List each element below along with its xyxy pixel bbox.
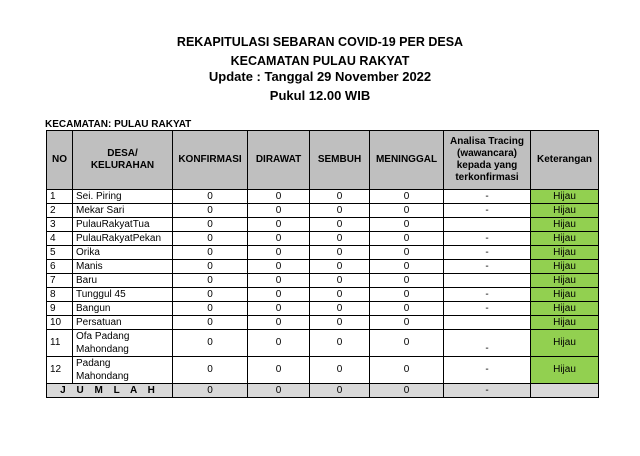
cell-sembuh: 0 bbox=[310, 302, 370, 316]
cell-konfirmasi: 0 bbox=[173, 288, 248, 302]
total-dirawat: 0 bbox=[248, 384, 310, 398]
total-row bbox=[47, 384, 599, 398]
total-sembuh: 0 bbox=[310, 384, 370, 398]
total-konfirmasi: 0 bbox=[173, 384, 248, 398]
kecamatan-label: KECAMATAN: PULAU RAKYAT bbox=[45, 119, 192, 130]
status-badge: Hijau bbox=[531, 190, 599, 204]
table-row bbox=[47, 246, 599, 260]
update-time: Pukul 12.00 WIB bbox=[269, 88, 371, 103]
cell-no: 9 bbox=[47, 302, 73, 316]
cell-meninggal: 0 bbox=[370, 190, 444, 204]
status-badge: Hijau bbox=[531, 218, 599, 232]
cell-no: 5 bbox=[47, 246, 73, 260]
status-badge: Hijau bbox=[531, 288, 599, 302]
cell-desa: Sei. Piring bbox=[73, 190, 173, 204]
update-date: Update : Tanggal 29 November 2022 bbox=[208, 69, 432, 84]
cell-analisa: - bbox=[444, 232, 531, 246]
status-badge: Hijau bbox=[531, 246, 599, 260]
cell-desa: Baru bbox=[73, 274, 173, 288]
report-title: REKAPITULASI SEBARAN COVID-19 PER DESA bbox=[176, 35, 464, 49]
cell-analisa: - bbox=[444, 302, 531, 316]
header-keterangan: Keterangan bbox=[531, 131, 599, 190]
cell-sembuh: 0 bbox=[310, 190, 370, 204]
cell-dirawat: 0 bbox=[248, 302, 310, 316]
cell-analisa: - bbox=[444, 330, 531, 357]
cell-no: 4 bbox=[47, 232, 73, 246]
cell-analisa: - bbox=[444, 204, 531, 218]
cell-meninggal: 0 bbox=[370, 302, 444, 316]
cell-sembuh: 0 bbox=[310, 204, 370, 218]
header-no: NO bbox=[47, 131, 73, 190]
cell-dirawat: 0 bbox=[248, 246, 310, 260]
cell-dirawat: 0 bbox=[248, 330, 310, 357]
cell-dirawat: 0 bbox=[248, 204, 310, 218]
cell-desa bbox=[73, 330, 173, 357]
cell-desa: Manis bbox=[73, 260, 173, 274]
table-row bbox=[47, 232, 599, 246]
cell-analisa: - bbox=[444, 246, 531, 260]
status-badge: Hijau bbox=[531, 232, 599, 246]
cell-meninggal: 0 bbox=[370, 288, 444, 302]
cell-konfirmasi: 0 bbox=[173, 218, 248, 232]
cell-konfirmasi: 0 bbox=[173, 274, 248, 288]
cell-no: 12 bbox=[47, 357, 73, 384]
cell-desa: Bangun bbox=[73, 302, 173, 316]
cell-no: 6 bbox=[47, 260, 73, 274]
cell-konfirmasi: 0 bbox=[173, 190, 248, 204]
table-row bbox=[47, 288, 599, 302]
header-konfirmasi: KONFIRMASI bbox=[173, 131, 248, 190]
cell-dirawat: 0 bbox=[248, 288, 310, 302]
cell-sembuh: 0 bbox=[310, 274, 370, 288]
cell-sembuh: 0 bbox=[310, 260, 370, 274]
status-badge: Hijau bbox=[531, 274, 599, 288]
cell-sembuh: 0 bbox=[310, 288, 370, 302]
cell-no: 10 bbox=[47, 316, 73, 330]
status-badge: Hijau bbox=[531, 302, 599, 316]
cell-dirawat: 0 bbox=[248, 316, 310, 330]
table-row bbox=[47, 204, 599, 218]
cell-dirawat: 0 bbox=[248, 218, 310, 232]
cell-desa: PulauRakyatTua bbox=[73, 218, 173, 232]
table-row bbox=[47, 302, 599, 316]
rekap-table bbox=[46, 130, 599, 398]
cell-analisa bbox=[444, 274, 531, 288]
cell-meninggal: 0 bbox=[370, 218, 444, 232]
status-badge: Hijau bbox=[531, 316, 599, 330]
status-badge: Hijau bbox=[531, 260, 599, 274]
total-analisa: - bbox=[444, 384, 531, 398]
cell-dirawat: 0 bbox=[248, 232, 310, 246]
cell-dirawat: 0 bbox=[248, 260, 310, 274]
cell-konfirmasi: 0 bbox=[173, 204, 248, 218]
cell-desa: Mekar Sari bbox=[73, 204, 173, 218]
cell-desa: PulauRakyatPekan bbox=[73, 232, 173, 246]
cell-desa bbox=[73, 357, 173, 384]
cell-no: 11 bbox=[47, 330, 73, 357]
cell-sembuh: 0 bbox=[310, 246, 370, 260]
cell-no: 1 bbox=[47, 190, 73, 204]
report-subtitle: KECAMATAN PULAU RAKYAT bbox=[230, 54, 410, 68]
total-meninggal: 0 bbox=[370, 384, 444, 398]
header-desa: DESA/ KELURAHAN bbox=[73, 131, 173, 190]
header-dirawat: DIRAWAT bbox=[248, 131, 310, 190]
cell-konfirmasi: 0 bbox=[173, 302, 248, 316]
total-label: J U M L A H bbox=[47, 384, 173, 398]
desa-name-line: Padang bbox=[76, 358, 111, 369]
cell-konfirmasi: 0 bbox=[173, 246, 248, 260]
table-row bbox=[47, 357, 599, 384]
cell-sembuh: 0 bbox=[310, 218, 370, 232]
cell-analisa bbox=[444, 218, 531, 232]
cell-no: 8 bbox=[47, 288, 73, 302]
table-row bbox=[47, 316, 599, 330]
cell-no: 7 bbox=[47, 274, 73, 288]
cell-dirawat: 0 bbox=[248, 357, 310, 384]
cell-meninggal: 0 bbox=[370, 357, 444, 384]
cell-meninggal: 0 bbox=[370, 204, 444, 218]
status-badge: Hijau bbox=[531, 357, 599, 384]
table-row bbox=[47, 190, 599, 204]
cell-konfirmasi: 0 bbox=[173, 330, 248, 357]
cell-konfirmasi: 0 bbox=[173, 232, 248, 246]
cell-no: 3 bbox=[47, 218, 73, 232]
cell-meninggal: 0 bbox=[370, 274, 444, 288]
cell-meninggal: 0 bbox=[370, 316, 444, 330]
table-row bbox=[47, 274, 599, 288]
table-header-row bbox=[47, 131, 599, 190]
cell-desa: Persatuan bbox=[73, 316, 173, 330]
desa-name-line: Mahondang bbox=[76, 344, 129, 355]
cell-sembuh: 0 bbox=[310, 330, 370, 357]
cell-meninggal: 0 bbox=[370, 232, 444, 246]
cell-dirawat: 0 bbox=[248, 190, 310, 204]
status-badge: Hijau bbox=[531, 204, 599, 218]
desa-name-line: Ofa Padang bbox=[76, 331, 130, 342]
header-sembuh: SEMBUH bbox=[310, 131, 370, 190]
cell-konfirmasi: 0 bbox=[173, 357, 248, 384]
cell-analisa: - bbox=[444, 190, 531, 204]
table-row bbox=[47, 330, 599, 357]
table-row bbox=[47, 260, 599, 274]
header-meninggal: MENINGGAL bbox=[370, 131, 444, 190]
header-analisa-tracing: Analisa Tracing (wawancara) kepada yang terkonfirmasi bbox=[444, 131, 531, 190]
cell-analisa: - bbox=[444, 357, 531, 384]
cell-analisa: - bbox=[444, 260, 531, 274]
cell-sembuh: 0 bbox=[310, 316, 370, 330]
status-badge: Hijau bbox=[531, 330, 599, 357]
cell-sembuh: 0 bbox=[310, 357, 370, 384]
cell-meninggal: 0 bbox=[370, 330, 444, 357]
cell-meninggal: 0 bbox=[370, 260, 444, 274]
cell-desa: Tunggul 45 bbox=[73, 288, 173, 302]
cell-analisa bbox=[444, 316, 531, 330]
total-keterangan-empty bbox=[531, 384, 599, 398]
cell-analisa: - bbox=[444, 288, 531, 302]
cell-no: 2 bbox=[47, 204, 73, 218]
cell-dirawat: 0 bbox=[248, 274, 310, 288]
cell-sembuh: 0 bbox=[310, 232, 370, 246]
cell-meninggal: 0 bbox=[370, 246, 444, 260]
desa-name-line: Mahondang bbox=[76, 371, 129, 382]
cell-konfirmasi: 0 bbox=[173, 260, 248, 274]
cell-konfirmasi: 0 bbox=[173, 316, 248, 330]
cell-desa: Orika bbox=[73, 246, 173, 260]
table-row bbox=[47, 218, 599, 232]
